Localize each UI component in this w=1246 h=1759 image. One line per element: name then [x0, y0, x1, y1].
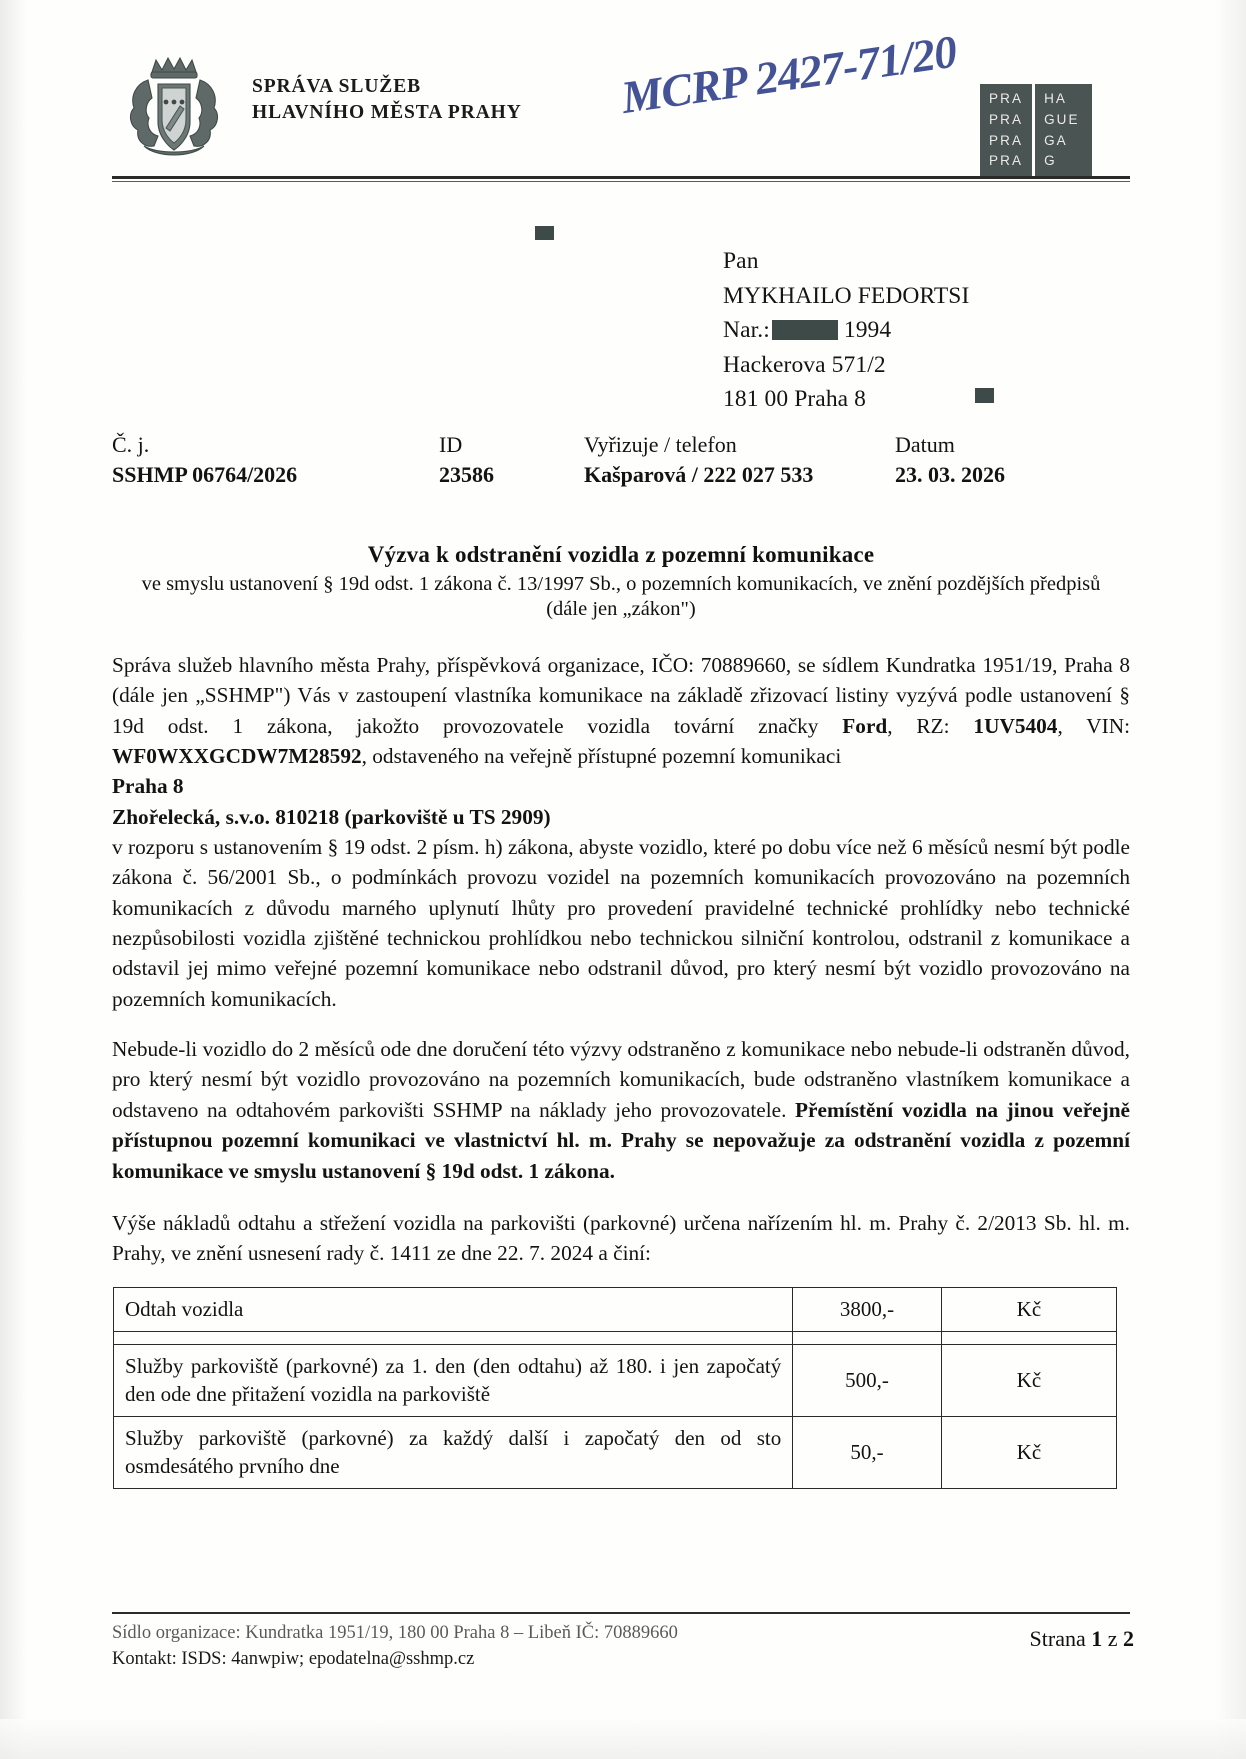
reference-label-id: ID: [439, 432, 463, 457]
scan-edge-left: [0, 0, 26, 1759]
body-p2-emphasis: Přemístění vozidla na jinou veřejně přístupnou pozemní komunikaci ve vlastnictví hl. m. Prahy se nepovažuje za odstranění vozidla z pozemní komunikace ve smyslu ustanovení § 19d odst. 1 zákona.: [112, 1097, 1131, 1183]
header-divider: [112, 176, 1130, 179]
redaction-box: [772, 320, 838, 340]
scan-edge-bottom: [0, 1719, 1246, 1759]
body-paragraph-1: [112, 650, 1130, 771]
scan-mark-lower: [975, 388, 994, 403]
body-p1-part-d: , odstaveného na veřejně přístupné pozemní komunikaci: [361, 744, 842, 769]
prague-logo-right-column: [1035, 84, 1092, 177]
footer: [112, 1620, 1130, 1673]
scan-edge-right: [1216, 0, 1246, 1759]
vehicle-location-city: Praha 8: [112, 774, 184, 799]
prague-logo-left-1: PRA: [989, 91, 1024, 106]
addressee-birth-year: 1994: [843, 317, 892, 344]
body-paragraph-2: [112, 1034, 1130, 1186]
body-p1-part-a: Správa služeb hlavního města Prahy, příspěvková organizace, IČO: 70889660, se sídlem Kundratka 1951/19, Praha 8 (dále jen „SSHMP") Vás v zastoupení vlastníka komunikace na základě zřizovací listiny vyzývá podle ustanovení § 19d odst. 1 zákona, jakožto provozovatele vozidla tovární značky: [112, 653, 1130, 738]
vehicle-location-detail: Zhořelecká, s.v.o. 810218 (parkoviště u TS 2909): [112, 804, 551, 829]
letterhead: [112, 25, 1132, 174]
reference-label-handler: Vyřizuje / telefon: [584, 432, 737, 457]
body-paragraph-3: Výše nákladů odtahu a střežení vozidla na parkovišti (parkovné) určena nařízením hl. m. Prahy č. 2/2013 Sb. hl. m. Prahy, ve znění usnesení rady č. 1411 ze dne 22. 7. 2024 a činí:: [112, 1210, 1130, 1266]
body-p2-part-a: Nebude-li vozidlo do 2 měsíců ode dne doručení této výzvy odstraněno z komunikace nebo nebude-li odstraněn důvod, pro který nesmí být vozidlo provozováno na pozemních komunikacích, bude odstraněno vlastníkem komunikace a odstaveno na odtahovém parkovišti SSHMP na náklady jeho provozovatele.: [112, 1037, 1130, 1122]
reference-label-date: Datum: [895, 432, 955, 457]
body-p1-part-b: , RZ:: [887, 713, 974, 738]
footer-line-2: Kontakt: ISDS: 4anwpiw; epodatelna@sshmp.cz: [112, 1649, 475, 1670]
prague-logo-right-2: GUE: [1044, 111, 1080, 127]
addressee-name: MYKHAILO FEDORTSI: [723, 282, 970, 309]
reference-value-id: 23586: [439, 462, 494, 487]
vehicle-vin: WF0WXXGCDW7M28592: [112, 744, 362, 769]
fee-table: [113, 1287, 1117, 1489]
addressee-birth-label: Nar.:: [723, 317, 770, 344]
document-subtitle-line2: (dále jen „zákon"): [546, 598, 696, 620]
page-number: [1030, 1626, 1134, 1652]
reference-value-date: 23. 03. 2026: [895, 462, 1005, 487]
fee-row-2-amount: 50,-: [793, 1416, 942, 1488]
scan-mark-upper: [535, 226, 554, 240]
table-row: [114, 1416, 1117, 1488]
organization-name-line1: SPRÁVA SLUŽEB: [252, 76, 422, 97]
addressee-street: Hackerova 571/2: [723, 351, 886, 378]
organization-name: [252, 74, 522, 126]
fee-row-0-currency: Kč: [941, 1288, 1116, 1332]
page-number-label: Strana: [1029, 1626, 1086, 1651]
table-spacer-row: [114, 1331, 1117, 1344]
addressee-city: 181 00 Praha 8: [723, 386, 867, 413]
addressee-birth-line: [723, 313, 969, 348]
document-subtitle-line1: ve smyslu ustanovení § 19d odst. 1 zákona č. 13/1997 Sb., o pozemních komunikacích, ve znění pozdějších předpisů: [141, 573, 1101, 595]
body-paragraph-1-continued: v rozporu s ustanovením § 19 odst. 2 písm. h) zákona, abyste vozidlo, které po dobu více než 6 měsíců nesmí být podle zákona č. 56/2001 Sb., o podmínkách provozu vozidel na pozemních komunikacích provozováno na pozemních komunikacích z důvodu marného uplynutí lhůty pro provedení pravidelné technické prohlídky nebo technické nezpůsobilosti vozidla zjištěné technickou prohlídkou nebo technickou silniční kontrolou, odstranil z komunikace a odstavil jej mimo veřejné pozemní komunikace nebo odstranil důvod, pro který nesmí být vozidlo provozováno na pozemních komunikacích.: [112, 835, 1130, 1011]
fee-row-0-amount: 3800,-: [793, 1288, 942, 1332]
reference-value-handler: Kašparová / 222 027 533: [584, 462, 814, 487]
footer-divider: [112, 1612, 1130, 1614]
table-row: [114, 1288, 1117, 1332]
fee-row-2-currency: Kč: [941, 1416, 1116, 1488]
vehicle-make: Ford: [842, 713, 888, 738]
addressee-salutation: Pan: [723, 248, 759, 274]
footer-line-1: Sídlo organizace: Kundratka 1951/19, 180 00 Praha 8 – Libeň IČ: 70889660: [112, 1623, 678, 1643]
fee-row-1-description: Služby parkoviště (parkovné) za 1. den (den odtahu) až 180. i jen započatý den ode dne přitažení vozidla na parkoviště: [114, 1344, 793, 1416]
prague-logo-left-2: PRA: [989, 111, 1024, 127]
page-number-of: z: [1107, 1626, 1118, 1651]
document-title: Výzva k odstranění vozidla z pozemní komunikace: [367, 542, 875, 567]
table-spacer-cell-1: [114, 1331, 793, 1344]
reference-value-case-number: SSHMP 06764/2026: [112, 462, 298, 487]
vehicle-location-line2: [112, 802, 1130, 832]
document-body: [112, 650, 1130, 1289]
fee-row-1-currency: Kč: [941, 1344, 1116, 1416]
handwritten-stamp-number: MCRP 2427-71/20: [618, 25, 960, 124]
prague-logo-left-4: PRA: [989, 153, 1024, 169]
body-p1-part-c: , VIN:: [1057, 713, 1130, 738]
prague-logo-right-3: GA: [1044, 132, 1068, 148]
vehicle-location-line1: [112, 771, 1130, 801]
organization-name-line2: HLAVNÍHO MĚSTA PRAHY: [252, 101, 522, 123]
prague-coat-of-arms-icon: [122, 50, 226, 162]
page-number-total: 2: [1123, 1626, 1134, 1651]
prague-logo-right-4: G: [1044, 153, 1057, 169]
table-row: [114, 1344, 1117, 1416]
table-spacer-cell-3: [941, 1331, 1116, 1344]
prague-logo-left-3: PRA: [989, 132, 1024, 148]
fee-row-2-description: Služby parkoviště (parkovné) za každý další i započatý den od sto osmdesátého prvního dne: [114, 1416, 793, 1488]
prague-logo: [980, 84, 1092, 177]
addressee-block: [723, 244, 969, 417]
prague-logo-left-column: [980, 84, 1032, 177]
vehicle-plate: 1UV5404: [973, 713, 1058, 738]
page-number-current: 1: [1091, 1626, 1103, 1651]
reference-label-case-number: Č. j.: [112, 432, 150, 457]
table-spacer-cell-2: [793, 1331, 942, 1344]
header-divider-thin: [112, 181, 1130, 182]
prague-logo-right-1: HA: [1044, 91, 1068, 106]
fee-row-0-description: Odtah vozidla: [114, 1288, 793, 1332]
fee-row-1-amount: 500,-: [793, 1344, 942, 1416]
